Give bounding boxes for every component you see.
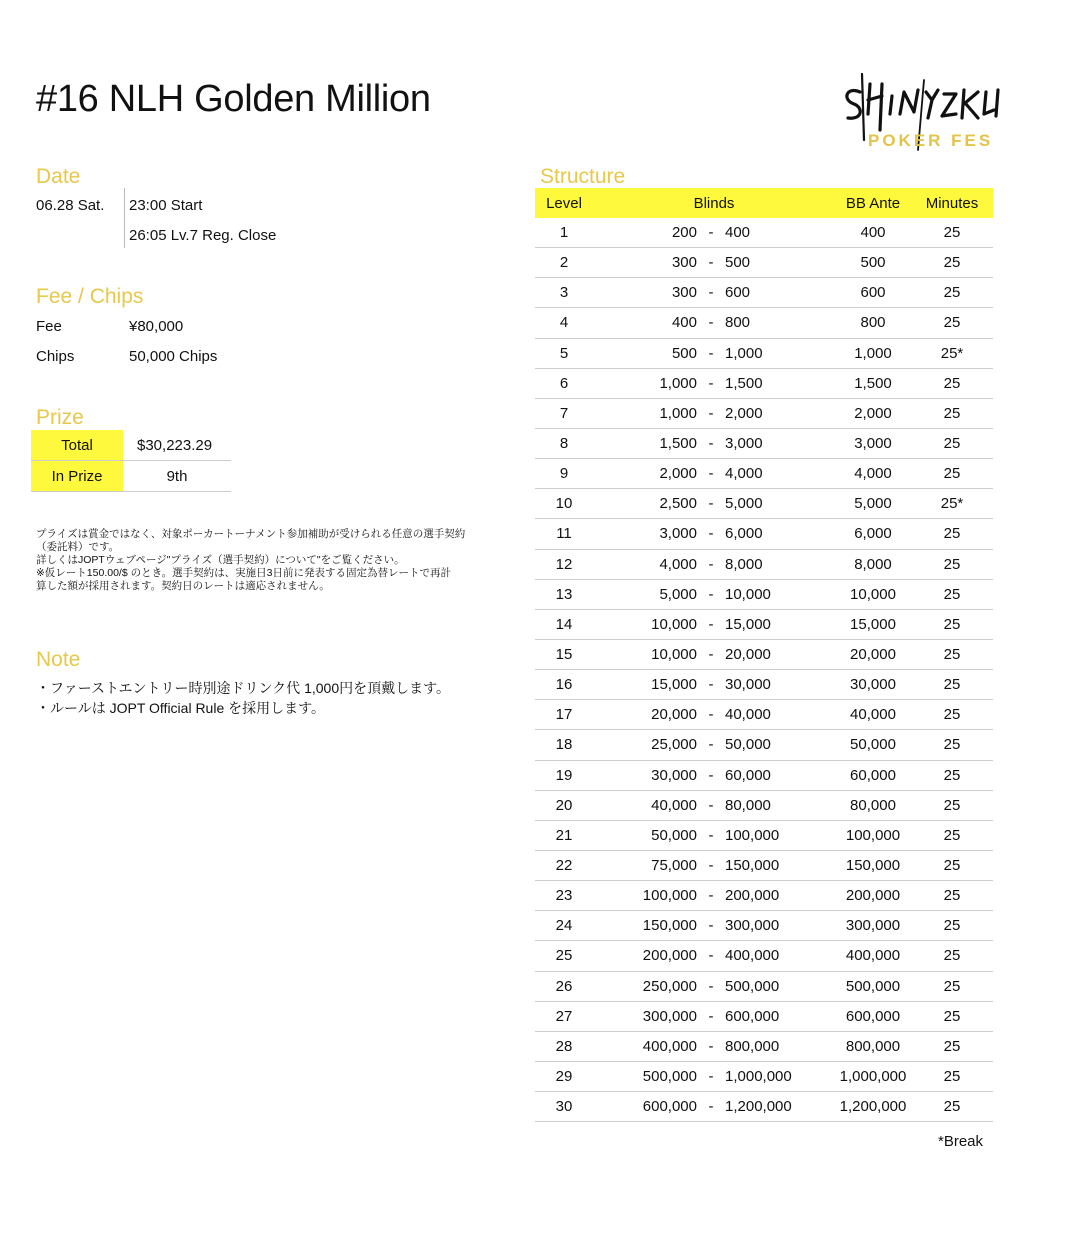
small-blind-cell: 200 <box>671 224 697 242</box>
big-blind-cell: 5,000 <box>725 495 763 513</box>
table-row <box>535 1062 993 1092</box>
blind-separator: - <box>708 1068 714 1085</box>
ante-cell: 1,000 <box>854 344 892 362</box>
blind-separator: - <box>708 766 714 784</box>
ante-cell: 40,000 <box>850 706 896 724</box>
ante-cell: 600 <box>860 284 886 302</box>
ante-cell: 150,000 <box>845 857 901 875</box>
ante-cell: 80,000 <box>850 796 896 814</box>
blind-separator: - <box>708 917 714 935</box>
header-level: Level <box>546 194 582 212</box>
level-cell: 28 <box>555 1037 573 1055</box>
level-cell: 9 <box>559 465 569 483</box>
structure-heading: Structure <box>540 165 626 188</box>
big-blind-cell: 1,200,000 <box>725 1098 792 1116</box>
prize-inprize-value: 9th <box>166 467 188 485</box>
table-row <box>535 248 993 278</box>
blind-separator: - <box>708 465 714 483</box>
small-blind-cell: 4,000 <box>659 555 697 573</box>
prize-inprize-label: In Prize <box>31 461 123 491</box>
date-divider <box>124 188 125 248</box>
level-cell: 8 <box>559 435 569 453</box>
ante-cell: 2,000 <box>854 404 892 422</box>
minutes-cell: 25 <box>943 1098 961 1116</box>
small-blind-cell: 100,000 <box>642 887 697 905</box>
big-blind-cell: 1,500 <box>725 374 763 392</box>
blind-separator: - <box>708 646 714 664</box>
big-blind-cell: 8,000 <box>725 555 763 573</box>
big-blind-cell: 6,000 <box>725 525 763 543</box>
small-blind-cell: 300,000 <box>642 1007 697 1025</box>
ante-cell: 1,000,000 <box>839 1068 907 1085</box>
ante-cell: 8,000 <box>854 555 892 573</box>
blind-separator: - <box>708 525 714 543</box>
level-cell: 7 <box>559 404 569 422</box>
prize-heading: Prize <box>36 406 84 429</box>
header-minutes: Minutes <box>925 194 979 212</box>
blind-separator: - <box>708 224 714 242</box>
prize-total-label: Total <box>31 430 123 460</box>
level-cell: 10 <box>555 495 573 513</box>
small-blind-cell: 200,000 <box>642 947 697 965</box>
small-blind-cell: 30,000 <box>651 766 697 784</box>
small-blind-cell: 300 <box>671 254 697 272</box>
minutes-cell: 25 <box>943 646 961 664</box>
table-row <box>535 550 993 580</box>
date-heading: Date <box>36 165 81 188</box>
minutes-cell: 25 <box>943 555 961 573</box>
level-cell: 13 <box>555 585 573 603</box>
ante-cell: 60,000 <box>850 766 896 784</box>
level-cell: 24 <box>555 917 573 935</box>
table-row <box>535 640 993 670</box>
fine-print-line: 算した額が採用されます。契約日のレートは適応されません。 <box>36 580 330 592</box>
small-blind-cell: 300 <box>671 284 697 302</box>
minutes-cell: 25 <box>943 887 961 905</box>
big-blind-cell: 60,000 <box>725 766 771 784</box>
table-row <box>535 218 993 248</box>
table-row <box>535 972 993 1002</box>
table-row <box>535 308 993 338</box>
big-blind-cell: 10,000 <box>725 585 771 603</box>
ante-cell: 600,000 <box>845 1007 901 1025</box>
ante-cell: 6,000 <box>854 525 892 543</box>
table-row <box>535 730 993 760</box>
level-cell: 30 <box>555 1098 573 1116</box>
minutes-cell: 25 <box>943 314 961 332</box>
minutes-cell: 25 <box>943 766 961 784</box>
fee-label: Fee <box>36 318 62 335</box>
ante-cell: 30,000 <box>850 676 896 694</box>
table-row <box>535 821 993 851</box>
table-row <box>535 339 993 369</box>
big-blind-cell: 30,000 <box>725 676 771 694</box>
ante-cell: 5,000 <box>854 495 892 513</box>
ante-cell: 1,200,000 <box>839 1098 907 1116</box>
big-blind-cell: 400 <box>725 224 751 242</box>
minutes-cell: 25 <box>943 826 961 844</box>
blind-separator: - <box>708 796 714 814</box>
ante-cell: 3,000 <box>854 435 892 453</box>
level-cell: 2 <box>559 254 569 272</box>
small-blind-cell: 400,000 <box>642 1037 697 1055</box>
big-blind-cell: 15,000 <box>725 615 771 633</box>
big-blind-cell: 80,000 <box>725 796 771 814</box>
ante-cell: 1,500 <box>854 374 892 392</box>
ante-cell: 800 <box>860 314 886 332</box>
big-blind-cell: 4,000 <box>725 465 763 483</box>
level-cell: 14 <box>555 615 573 633</box>
structure-header-row <box>535 188 993 218</box>
small-blind-cell: 1,000 <box>659 404 697 422</box>
chips-value: 50,000 Chips <box>129 348 218 365</box>
level-cell: 15 <box>555 646 573 664</box>
level-cell: 25 <box>555 947 573 965</box>
small-blind-cell: 400 <box>671 314 697 332</box>
blind-separator: - <box>708 435 714 453</box>
level-cell: 18 <box>555 736 573 754</box>
small-blind-cell: 20,000 <box>651 706 697 724</box>
small-blind-cell: 2,500 <box>659 495 697 513</box>
blind-separator: - <box>708 826 714 844</box>
table-row <box>535 459 993 489</box>
fine-print-line: 詳しくはJOPTウェブページ"プライズ（選手契約）について"をご覧ください。 <box>36 554 405 566</box>
shinjuku-poker-fes-logo <box>838 70 1010 156</box>
table-row <box>535 1092 993 1122</box>
table-row <box>535 369 993 399</box>
big-blind-cell: 500,000 <box>725 977 780 995</box>
level-cell: 6 <box>559 374 569 392</box>
ante-cell: 200,000 <box>845 887 901 905</box>
minutes-cell: 25 <box>943 254 961 272</box>
ante-cell: 400 <box>860 224 886 242</box>
minutes-cell: 25 <box>943 224 961 242</box>
blind-separator: - <box>708 314 714 332</box>
date-reg-close: 26:05 Lv.7 Reg. Close <box>129 227 277 244</box>
minutes-cell: 25 <box>943 796 961 814</box>
blind-separator: - <box>708 1037 714 1055</box>
big-blind-cell: 200,000 <box>725 887 780 905</box>
level-cell: 17 <box>555 706 573 724</box>
prize-total-row <box>31 430 231 461</box>
big-blind-cell: 600 <box>725 284 751 302</box>
fee-value: ¥80,000 <box>129 318 184 335</box>
big-blind-cell: 800 <box>725 314 751 332</box>
blind-separator: - <box>708 344 714 362</box>
big-blind-cell: 800,000 <box>725 1037 780 1055</box>
minutes-cell: 25 <box>943 435 961 453</box>
big-blind-cell: 2,000 <box>725 404 763 422</box>
small-blind-cell: 500,000 <box>642 1068 697 1085</box>
minutes-cell: 25* <box>940 495 964 513</box>
blind-separator: - <box>708 977 714 995</box>
table-row <box>535 429 993 459</box>
table-row <box>535 851 993 881</box>
small-blind-cell: 2,000 <box>659 465 697 483</box>
table-row <box>535 610 993 640</box>
ante-cell: 500,000 <box>845 977 901 995</box>
note-list <box>36 678 450 718</box>
table-row <box>535 519 993 549</box>
minutes-cell: 25 <box>943 525 961 543</box>
small-blind-cell: 600,000 <box>642 1098 697 1116</box>
level-cell: 12 <box>555 555 573 573</box>
minutes-cell: 25 <box>943 736 961 754</box>
minutes-cell: 25 <box>943 1037 961 1055</box>
minutes-cell: 25 <box>943 1068 961 1085</box>
table-row <box>535 881 993 911</box>
level-cell: 27 <box>555 1007 573 1025</box>
big-blind-cell: 300,000 <box>725 917 780 935</box>
big-blind-cell: 150,000 <box>725 857 780 875</box>
big-blind-cell: 50,000 <box>725 736 771 754</box>
table-row <box>535 489 993 519</box>
level-cell: 4 <box>559 314 569 332</box>
level-cell: 5 <box>559 344 569 362</box>
table-row <box>535 580 993 610</box>
page-title: #16 NLH Golden Million <box>36 78 431 120</box>
level-cell: 21 <box>555 826 573 844</box>
fine-print-line: （委託料）です。 <box>36 541 120 553</box>
minutes-cell: 25 <box>943 374 961 392</box>
small-blind-cell: 1,000 <box>659 374 697 392</box>
table-row <box>535 791 993 821</box>
table-row <box>535 700 993 730</box>
minutes-cell: 25 <box>943 917 961 935</box>
big-blind-cell: 600,000 <box>725 1007 780 1025</box>
minutes-cell: 25 <box>943 465 961 483</box>
minutes-cell: 25 <box>943 615 961 633</box>
level-cell: 23 <box>555 887 573 905</box>
minutes-cell: 25 <box>943 404 961 422</box>
blind-separator: - <box>708 1007 714 1025</box>
minutes-cell: 25 <box>943 977 961 995</box>
level-cell: 29 <box>555 1068 573 1085</box>
ante-cell: 4,000 <box>854 465 892 483</box>
prize-inprize-row <box>31 461 231 492</box>
minutes-cell: 25 <box>943 585 961 603</box>
minutes-cell: 25 <box>943 284 961 302</box>
level-cell: 16 <box>555 676 573 694</box>
small-blind-cell: 75,000 <box>651 857 697 875</box>
ante-cell: 10,000 <box>850 585 896 603</box>
small-blind-cell: 3,000 <box>659 525 697 543</box>
level-cell: 1 <box>559 224 569 242</box>
ante-cell: 100,000 <box>845 826 901 844</box>
minutes-cell: 25 <box>943 676 961 694</box>
table-row <box>535 941 993 971</box>
break-note: *Break <box>938 1133 984 1150</box>
small-blind-cell: 250,000 <box>642 977 697 995</box>
small-blind-cell: 25,000 <box>651 736 697 754</box>
blind-separator: - <box>708 1098 714 1116</box>
big-blind-cell: 1,000 <box>725 344 763 362</box>
blind-separator: - <box>708 495 714 513</box>
big-blind-cell: 500 <box>725 254 751 272</box>
ante-cell: 300,000 <box>845 917 901 935</box>
ante-cell: 500 <box>860 254 886 272</box>
small-blind-cell: 10,000 <box>651 646 697 664</box>
small-blind-cell: 5,000 <box>659 585 697 603</box>
small-blind-cell: 1,500 <box>659 435 697 453</box>
small-blind-cell: 10,000 <box>651 615 697 633</box>
date-day: 06.28 Sat. <box>36 197 105 214</box>
table-row <box>535 399 993 429</box>
blind-separator: - <box>708 736 714 754</box>
table-row <box>535 761 993 791</box>
blind-separator: - <box>708 706 714 724</box>
level-cell: 20 <box>555 796 573 814</box>
note-heading: Note <box>36 648 81 671</box>
prize-total-value: $30,223.29 <box>137 436 213 454</box>
structure-body <box>535 218 993 1122</box>
ante-cell: 400,000 <box>845 947 901 965</box>
blind-separator: - <box>708 284 714 302</box>
note-line: ・ファーストエントリー時別途ドリンク代 1,000円を頂戴します。 <box>36 680 450 696</box>
table-row <box>535 911 993 941</box>
fee-heading: Fee / Chips <box>36 285 144 308</box>
minutes-cell: 25 <box>943 1007 961 1025</box>
big-blind-cell: 1,000,000 <box>725 1068 792 1085</box>
ante-cell: 50,000 <box>850 736 896 754</box>
header-blinds: Blinds <box>693 194 735 212</box>
level-cell: 3 <box>559 284 569 302</box>
big-blind-cell: 20,000 <box>725 646 771 664</box>
big-blind-cell: 100,000 <box>725 826 780 844</box>
blind-separator: - <box>708 585 714 603</box>
structure-table <box>535 188 993 1122</box>
ante-cell: 20,000 <box>850 646 896 664</box>
table-row <box>535 278 993 308</box>
small-blind-cell: 40,000 <box>651 796 697 814</box>
minutes-cell: 25 <box>943 947 961 965</box>
small-blind-cell: 500 <box>671 344 697 362</box>
note-line: ・ルールは JOPT Official Rule を採用します。 <box>36 700 326 716</box>
ante-cell: 15,000 <box>850 615 896 633</box>
blind-separator: - <box>708 555 714 573</box>
table-row <box>535 1032 993 1062</box>
small-blind-cell: 50,000 <box>651 826 697 844</box>
blind-separator: - <box>708 947 714 965</box>
prize-table <box>31 430 231 492</box>
blind-separator: - <box>708 374 714 392</box>
table-row <box>535 670 993 700</box>
small-blind-cell: 150,000 <box>642 917 697 935</box>
minutes-cell: 25 <box>943 706 961 724</box>
big-blind-cell: 400,000 <box>725 947 780 965</box>
blind-separator: - <box>708 254 714 272</box>
blind-separator: - <box>708 615 714 633</box>
fine-print-line: プライズは賞金ではなく、対象ポーカートーナメント参加補助が受けられる任意の選手契約 <box>36 528 466 540</box>
level-cell: 26 <box>555 977 573 995</box>
small-blind-cell: 15,000 <box>651 676 697 694</box>
logo-subtitle: POKER FES <box>868 131 994 150</box>
table-row <box>535 1002 993 1032</box>
level-cell: 11 <box>556 525 572 543</box>
ante-cell: 800,000 <box>845 1037 901 1055</box>
prize-fine-print <box>36 528 496 593</box>
chips-label: Chips <box>36 348 75 365</box>
blind-separator: - <box>708 676 714 694</box>
fine-print-line: ※仮レート150.00/$ のとき。選手契約は、実施日3日前に発表する固定為替レートで再計 <box>36 567 452 579</box>
minutes-cell: 25* <box>940 344 964 362</box>
level-cell: 22 <box>555 857 573 875</box>
blind-separator: - <box>708 857 714 875</box>
minutes-cell: 25 <box>943 857 961 875</box>
big-blind-cell: 40,000 <box>725 706 771 724</box>
blind-separator: - <box>708 887 714 905</box>
level-cell: 19 <box>555 766 573 784</box>
big-blind-cell: 3,000 <box>725 435 763 453</box>
blind-separator: - <box>708 404 714 422</box>
header-ante: BB Ante <box>845 194 901 212</box>
date-start: 23:00 Start <box>129 197 203 214</box>
